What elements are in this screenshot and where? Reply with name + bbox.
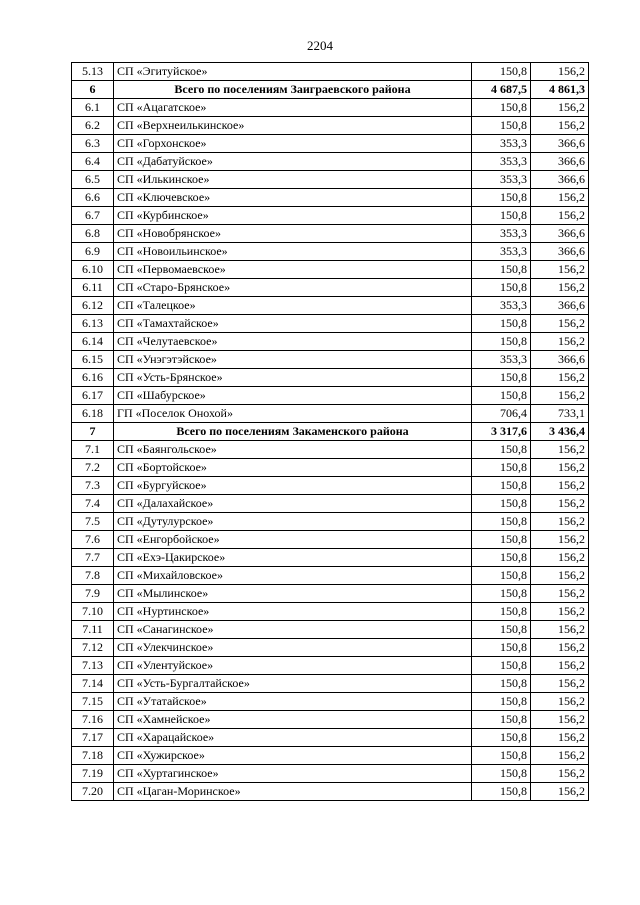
table-row: [72, 297, 589, 315]
value-cell-1: 150,8: [472, 711, 531, 729]
settlement-name-cell: СП «Енгорбойское»: [114, 531, 472, 549]
table-body: [72, 63, 589, 801]
settlement-name-cell: СП «Усть-Бургалтайское»: [114, 675, 472, 693]
row-number-cell: 7.20: [72, 783, 114, 801]
value-cell-2: 156,2: [531, 261, 589, 279]
row-number-cell: 6.8: [72, 225, 114, 243]
row-number-cell: 7.17: [72, 729, 114, 747]
value-cell-2: 156,2: [531, 315, 589, 333]
value-cell-2: 156,2: [531, 693, 589, 711]
value-cell-2: 156,2: [531, 567, 589, 585]
table-row: [72, 315, 589, 333]
row-number-cell: 6.15: [72, 351, 114, 369]
settlement-name-cell: СП «Челутаевское»: [114, 333, 472, 351]
row-number-cell: 6.3: [72, 135, 114, 153]
settlement-name-cell: СП «Усть-Брянское»: [114, 369, 472, 387]
value-cell-1: 150,8: [472, 783, 531, 801]
settlement-name-cell: СП «Хамнейское»: [114, 711, 472, 729]
value-cell-2: 366,6: [531, 297, 589, 315]
row-number-cell: 6.2: [72, 117, 114, 135]
row-number-cell: 6.1: [72, 99, 114, 117]
row-number-cell: 6.10: [72, 261, 114, 279]
value-cell-1: 150,8: [472, 99, 531, 117]
row-number-cell: 6.11: [72, 279, 114, 297]
settlement-name-cell: СП «Бортойское»: [114, 459, 472, 477]
value-cell-2: 156,2: [531, 531, 589, 549]
value-cell-1: 150,8: [472, 369, 531, 387]
table-row: [72, 333, 589, 351]
settlement-name-cell: СП «Унэгэтэйское»: [114, 351, 472, 369]
settlement-name-cell: СП «Новоильинское»: [114, 243, 472, 261]
value-cell-1: 150,8: [472, 639, 531, 657]
value-cell-1: 353,3: [472, 135, 531, 153]
settlement-name-cell: СП «Ацагатское»: [114, 99, 472, 117]
value-cell-1: 150,8: [472, 495, 531, 513]
row-number-cell: 7.13: [72, 657, 114, 675]
value-cell-2: 4 861,3: [531, 81, 589, 99]
value-cell-1: 150,8: [472, 693, 531, 711]
table-total-row: [72, 423, 589, 441]
row-number-cell: 6.16: [72, 369, 114, 387]
value-cell-2: 156,2: [531, 117, 589, 135]
value-cell-2: 156,2: [531, 657, 589, 675]
row-number-cell: 7.19: [72, 765, 114, 783]
value-cell-2: 156,2: [531, 387, 589, 405]
settlement-name-cell: СП «Санагинское»: [114, 621, 472, 639]
row-number-cell: 7.10: [72, 603, 114, 621]
value-cell-1: 150,8: [472, 549, 531, 567]
row-number-cell: 7.7: [72, 549, 114, 567]
value-cell-1: 353,3: [472, 153, 531, 171]
row-number-cell: 6.5: [72, 171, 114, 189]
table-row: [72, 441, 589, 459]
value-cell-1: 150,8: [472, 261, 531, 279]
settlement-name-cell: СП «Хужирское»: [114, 747, 472, 765]
value-cell-2: 156,2: [531, 513, 589, 531]
value-cell-2: 156,2: [531, 549, 589, 567]
value-cell-1: 150,8: [472, 333, 531, 351]
table-row: [72, 477, 589, 495]
value-cell-1: 150,8: [472, 603, 531, 621]
value-cell-2: 156,2: [531, 675, 589, 693]
row-number-cell: 6: [72, 81, 114, 99]
value-cell-1: 150,8: [472, 279, 531, 297]
table-row: [72, 261, 589, 279]
table-row: [72, 459, 589, 477]
value-cell-1: 150,8: [472, 477, 531, 495]
value-cell-1: 3 317,6: [472, 423, 531, 441]
row-number-cell: 6.14: [72, 333, 114, 351]
value-cell-2: 156,2: [531, 63, 589, 81]
row-number-cell: 6.13: [72, 315, 114, 333]
table-row: [72, 657, 589, 675]
row-number-cell: 6.18: [72, 405, 114, 423]
value-cell-2: 156,2: [531, 207, 589, 225]
value-cell-2: 366,6: [531, 171, 589, 189]
settlement-name-cell: СП «Талецкое»: [114, 297, 472, 315]
row-number-cell: 6.4: [72, 153, 114, 171]
settlement-name-cell: СП «Шабурское»: [114, 387, 472, 405]
table-row: [72, 279, 589, 297]
value-cell-2: 733,1: [531, 405, 589, 423]
table-row: [72, 603, 589, 621]
row-number-cell: 7.9: [72, 585, 114, 603]
value-cell-1: 150,8: [472, 513, 531, 531]
settlement-name-cell: СП «Курбинское»: [114, 207, 472, 225]
value-cell-2: 156,2: [531, 189, 589, 207]
value-cell-2: 366,6: [531, 351, 589, 369]
value-cell-2: 156,2: [531, 729, 589, 747]
value-cell-1: 150,8: [472, 765, 531, 783]
value-cell-2: 156,2: [531, 585, 589, 603]
value-cell-2: 366,6: [531, 243, 589, 261]
table-row: [72, 225, 589, 243]
row-number-cell: 7.16: [72, 711, 114, 729]
value-cell-2: 156,2: [531, 765, 589, 783]
settlement-name-cell: СП «Михайловское»: [114, 567, 472, 585]
value-cell-1: 4 687,5: [472, 81, 531, 99]
row-number-cell: 7.15: [72, 693, 114, 711]
table-row: [72, 135, 589, 153]
page-number: 2204: [307, 38, 333, 53]
row-number-cell: 7.14: [72, 675, 114, 693]
value-cell-2: 156,2: [531, 747, 589, 765]
settlement-name-cell: СП «Утатайское»: [114, 693, 472, 711]
table-row: [72, 585, 589, 603]
row-number-cell: 7.6: [72, 531, 114, 549]
settlement-name-cell: СП «Дабатуйское»: [114, 153, 472, 171]
settlement-name-cell: ГП «Поселок Онохой»: [114, 405, 472, 423]
settlement-name-cell: Всего по поселениям Закаменского района: [114, 423, 472, 441]
table-row: [72, 387, 589, 405]
row-number-cell: 5.13: [72, 63, 114, 81]
value-cell-1: 150,8: [472, 315, 531, 333]
value-cell-2: 3 436,4: [531, 423, 589, 441]
settlement-name-cell: СП «Первомаевское»: [114, 261, 472, 279]
table-row: [72, 711, 589, 729]
value-cell-2: 156,2: [531, 369, 589, 387]
value-cell-2: 156,2: [531, 603, 589, 621]
table-total-row: [72, 81, 589, 99]
value-cell-1: 150,8: [472, 675, 531, 693]
row-number-cell: 6.7: [72, 207, 114, 225]
row-number-cell: 7.4: [72, 495, 114, 513]
table-row: [72, 765, 589, 783]
value-cell-2: 366,6: [531, 225, 589, 243]
table-row: [72, 351, 589, 369]
table-row: [72, 783, 589, 801]
settlement-name-cell: СП «Цаган-Моринское»: [114, 783, 472, 801]
table-row: [72, 747, 589, 765]
settlement-name-cell: СП «Мылинское»: [114, 585, 472, 603]
value-cell-1: 150,8: [472, 63, 531, 81]
value-cell-2: 156,2: [531, 783, 589, 801]
value-cell-1: 150,8: [472, 459, 531, 477]
value-cell-1: 150,8: [472, 531, 531, 549]
row-number-cell: 7.2: [72, 459, 114, 477]
row-number-cell: 6.6: [72, 189, 114, 207]
value-cell-1: 150,8: [472, 441, 531, 459]
settlement-name-cell: СП «Харацайское»: [114, 729, 472, 747]
table-row: [72, 63, 589, 81]
row-number-cell: 7.8: [72, 567, 114, 585]
table-row: [72, 207, 589, 225]
row-number-cell: 7.18: [72, 747, 114, 765]
table-row: [72, 729, 589, 747]
table-row: [72, 693, 589, 711]
value-cell-1: 150,8: [472, 657, 531, 675]
value-cell-1: 150,8: [472, 585, 531, 603]
settlement-name-cell: Всего по поселениям Заиграевского района: [114, 81, 472, 99]
value-cell-2: 156,2: [531, 711, 589, 729]
table-row: [72, 153, 589, 171]
table-row: [72, 495, 589, 513]
value-cell-1: 353,3: [472, 243, 531, 261]
table-row: [72, 675, 589, 693]
settlement-name-cell: СП «Тамахтайское»: [114, 315, 472, 333]
value-cell-1: 150,8: [472, 747, 531, 765]
value-cell-2: 366,6: [531, 153, 589, 171]
value-cell-2: 156,2: [531, 279, 589, 297]
value-cell-1: 353,3: [472, 225, 531, 243]
row-number-cell: 7.12: [72, 639, 114, 657]
value-cell-1: 353,3: [472, 297, 531, 315]
settlement-name-cell: СП «Ключевское»: [114, 189, 472, 207]
settlement-name-cell: СП «Дутулурское»: [114, 513, 472, 531]
table-row: [72, 513, 589, 531]
settlement-name-cell: СП «Баянгольское»: [114, 441, 472, 459]
table-row: [72, 531, 589, 549]
table-row: [72, 189, 589, 207]
settlement-name-cell: СП «Старо-Брянское»: [114, 279, 472, 297]
value-cell-2: 366,6: [531, 135, 589, 153]
settlement-name-cell: СП «Илькинское»: [114, 171, 472, 189]
settlement-name-cell: СП «Новобрянское»: [114, 225, 472, 243]
value-cell-1: 150,8: [472, 387, 531, 405]
settlement-name-cell: СП «Верхнеилькинское»: [114, 117, 472, 135]
value-cell-1: 150,8: [472, 117, 531, 135]
value-cell-2: 156,2: [531, 639, 589, 657]
value-cell-1: 150,8: [472, 207, 531, 225]
value-cell-1: 150,8: [472, 189, 531, 207]
settlement-name-cell: СП «Эгитуйское»: [114, 63, 472, 81]
row-number-cell: 7.11: [72, 621, 114, 639]
row-number-cell: 6.12: [72, 297, 114, 315]
settlement-name-cell: СП «Бургуйское»: [114, 477, 472, 495]
value-cell-2: 156,2: [531, 495, 589, 513]
row-number-cell: 6.9: [72, 243, 114, 261]
row-number-cell: 7: [72, 423, 114, 441]
settlement-name-cell: СП «Горхонское»: [114, 135, 472, 153]
value-cell-1: 150,8: [472, 567, 531, 585]
settlement-name-cell: СП «Улекчинское»: [114, 639, 472, 657]
table-row: [72, 99, 589, 117]
table-row: [72, 405, 589, 423]
settlement-name-cell: СП «Ехэ-Цакирское»: [114, 549, 472, 567]
table-row: [72, 171, 589, 189]
table-row: [72, 369, 589, 387]
budget-table: [71, 62, 589, 801]
value-cell-2: 156,2: [531, 459, 589, 477]
value-cell-1: 706,4: [472, 405, 531, 423]
settlement-name-cell: СП «Нуртинское»: [114, 603, 472, 621]
value-cell-2: 156,2: [531, 441, 589, 459]
table-row: [72, 621, 589, 639]
value-cell-2: 156,2: [531, 621, 589, 639]
table-row: [72, 639, 589, 657]
value-cell-2: 156,2: [531, 333, 589, 351]
table-row: [72, 243, 589, 261]
value-cell-2: 156,2: [531, 477, 589, 495]
table-row: [72, 567, 589, 585]
table-row: [72, 549, 589, 567]
value-cell-1: 353,3: [472, 171, 531, 189]
row-number-cell: 7.1: [72, 441, 114, 459]
value-cell-1: 353,3: [472, 351, 531, 369]
row-number-cell: 7.3: [72, 477, 114, 495]
value-cell-2: 156,2: [531, 99, 589, 117]
settlement-name-cell: СП «Улентуйское»: [114, 657, 472, 675]
table-row: [72, 117, 589, 135]
value-cell-1: 150,8: [472, 729, 531, 747]
settlement-name-cell: СП «Далахайское»: [114, 495, 472, 513]
settlement-name-cell: СП «Хуртагинское»: [114, 765, 472, 783]
row-number-cell: 6.17: [72, 387, 114, 405]
value-cell-1: 150,8: [472, 621, 531, 639]
row-number-cell: 7.5: [72, 513, 114, 531]
